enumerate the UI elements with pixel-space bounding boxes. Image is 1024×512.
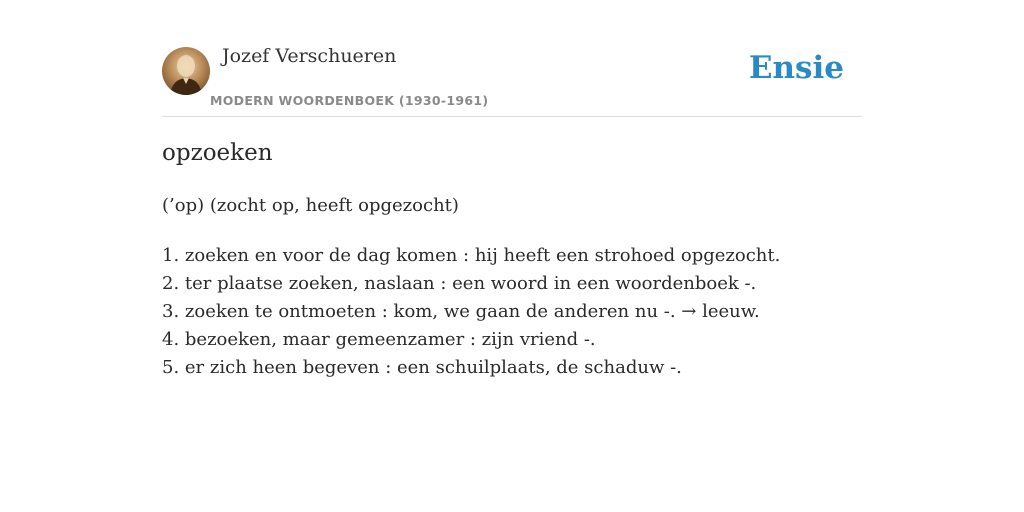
- portrait-icon: [162, 47, 210, 95]
- entry-header: [162, 0, 862, 117]
- author-avatar[interactable]: [162, 47, 210, 95]
- sense-item: 2. ter plaatse zoeken, naslaan : een woord in een woordenboek -.: [162, 273, 757, 294]
- sense-item: 4. bezoeken, maar gemeenzamer : zijn vriend -.: [162, 329, 596, 350]
- entry-headword: opzoeken: [162, 140, 273, 166]
- sense-item: 3. zoeken te ontmoeten : kom, we gaan de anderen nu -. → leeuw.: [162, 301, 760, 322]
- sense-item: 1. zoeken en voor de dag komen : hij heeft een strohoed opgezocht.: [162, 245, 781, 266]
- entry-grammar: (’op) (zocht op, heeft opgezocht): [162, 195, 459, 216]
- author-name[interactable]: Jozef Verschueren: [222, 45, 397, 67]
- sense-item: 5. er zich heen begeven : een schuilplaats, de schaduw -.: [162, 357, 682, 378]
- source-title[interactable]: MODERN WOORDENBOEK (1930-1961): [210, 93, 489, 108]
- sense-list: [162, 242, 780, 382]
- brand-logo[interactable]: Ensie: [748, 50, 844, 86]
- entry-card: [162, 0, 862, 512]
